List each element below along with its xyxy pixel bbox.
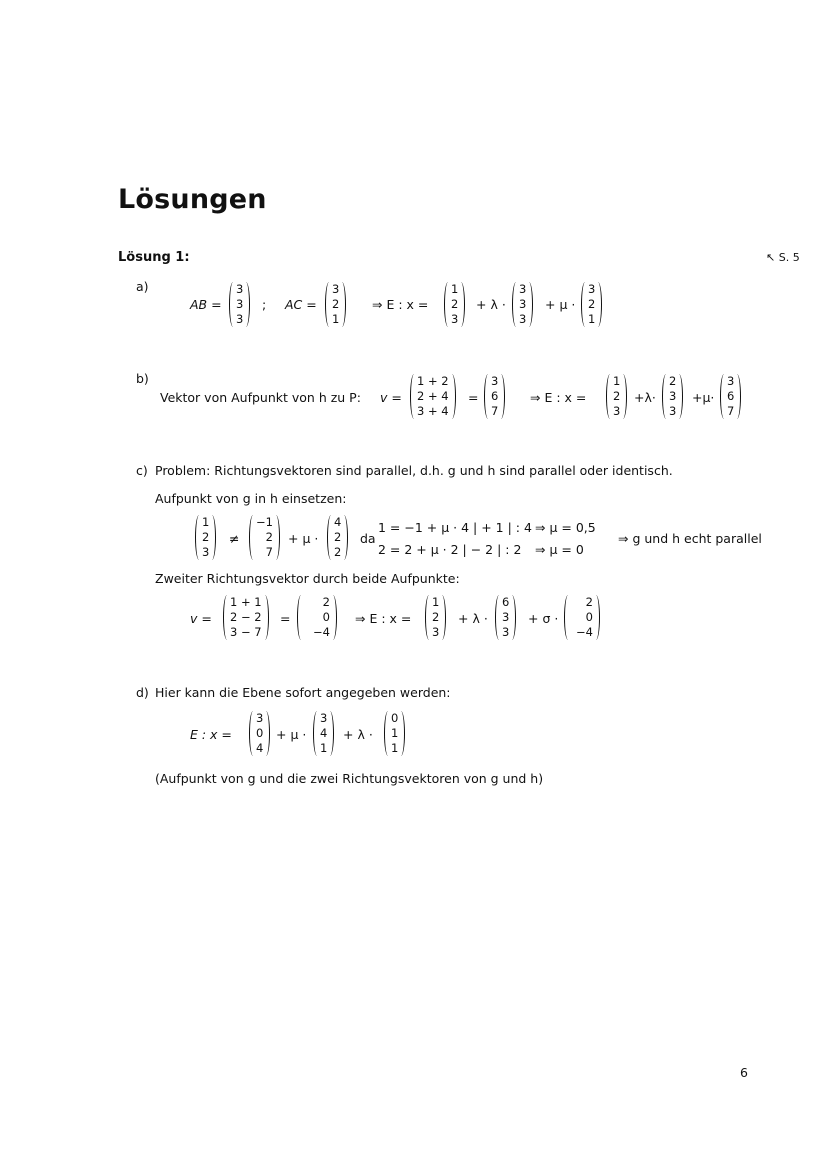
vector-entry: 4 <box>256 741 264 755</box>
vector-entry: 1 + 1 <box>230 595 262 609</box>
lambda-term: + λ · <box>476 297 506 312</box>
vector-entry: 3 <box>727 374 735 388</box>
vector-entry: 2 <box>334 530 342 544</box>
vector-entry: 3 <box>432 625 440 639</box>
support-vector <box>428 595 443 640</box>
vector-entry: 1 <box>432 595 440 609</box>
v-label: v = <box>190 611 212 626</box>
equation-line-1: 1 = −1 + μ · 4 | + 1 | : 4 <box>378 520 532 535</box>
vector-entry: 2 <box>202 530 210 544</box>
vector-entry: 0 <box>322 610 330 624</box>
vector-entry: 3 + 4 <box>417 404 449 418</box>
vector-entry: 2 <box>451 297 459 311</box>
v-result-vector <box>487 374 502 419</box>
vector-entry: 1 <box>613 374 621 388</box>
support-vector <box>447 282 462 327</box>
vector-entry: 3 <box>502 625 510 639</box>
plane-equation-label: ⇒ E : x = <box>355 611 412 626</box>
part-c-text: Problem: Richtungsvektoren sind parallel, d.h. g und h sind parallel oder identisch. <box>155 463 673 478</box>
solution-heading: Lösung 1: <box>118 250 190 265</box>
vector-entry: 3 <box>613 404 621 418</box>
vector-entry: −1 <box>256 515 273 529</box>
vector-entry: 6 <box>727 389 735 403</box>
part-b-text: Vektor von Aufpunkt von h zu P: <box>160 390 361 405</box>
result-2: ⇒ μ = 0 <box>535 542 584 557</box>
vector-entry: 3 <box>256 711 264 725</box>
vector-entry: 1 <box>320 741 328 755</box>
vector-entry: −4 <box>576 625 593 639</box>
vector-entry: 1 <box>588 312 596 326</box>
support-vector <box>252 711 267 756</box>
direction-vector-1 <box>665 374 680 419</box>
vector-entry: 3 <box>491 374 499 388</box>
vector-entry: 2 <box>322 595 330 609</box>
direction-vector-h <box>330 515 345 560</box>
support-vector-g <box>198 515 213 560</box>
vector-entry: 0 <box>391 711 399 725</box>
vector-entry: 3 <box>669 404 677 418</box>
vector-entry: 3 <box>236 312 244 326</box>
v-result-vector <box>300 595 334 640</box>
direction-vector-2 <box>387 711 402 756</box>
plane-equation-label: ⇒ E : x = <box>530 390 587 405</box>
vector-entry: 0 <box>585 610 593 624</box>
vector-entry: 2 <box>334 545 342 559</box>
page-reference-link[interactable]: ↖ S. 5 <box>766 251 800 264</box>
part-d-note: (Aufpunkt von g und die zwei Richtungsvektoren von g und h) <box>155 771 544 786</box>
vector-entry: 2 <box>669 374 677 388</box>
vector-entry: 3 <box>588 282 596 296</box>
vector-entry: 2 <box>613 389 621 403</box>
direction-vector-2 <box>567 595 597 640</box>
direction-vector-1 <box>498 595 513 640</box>
direction-vector-1 <box>515 282 530 327</box>
support-vector <box>609 374 624 419</box>
vector-entry: 2 <box>432 610 440 624</box>
vector-entry: 2 − 2 <box>230 610 262 624</box>
plane-equation-label: E : x = <box>190 727 232 742</box>
part-c-label: c) <box>136 463 148 478</box>
vector-entry: 1 <box>391 741 399 755</box>
vector-entry: 3 <box>236 282 244 296</box>
vector-entry: 1 <box>451 282 459 296</box>
vector-entry: 0 <box>256 726 264 740</box>
vector-entry: 3 <box>332 282 340 296</box>
mu-term: + μ · <box>545 297 576 312</box>
lambda-term: +λ· <box>634 390 656 405</box>
direction-vector-2 <box>584 282 599 327</box>
vector-entry: 3 <box>669 389 677 403</box>
vector-entry: 1 <box>332 312 340 326</box>
mu-term: + μ · <box>276 727 307 742</box>
vector-entry: 7 <box>491 404 499 418</box>
v-difference-vector <box>226 595 266 640</box>
vector-entry: 2 <box>585 595 593 609</box>
lambda-term: + λ · <box>458 611 488 626</box>
part-c-subtext: Aufpunkt von g in h einsetzen: <box>155 491 347 506</box>
not-equal: ≠ <box>229 531 240 546</box>
vector-entry: 1 + 2 <box>417 374 449 388</box>
vector-entry: 1 <box>202 515 210 529</box>
vector-entry: 3 <box>236 297 244 311</box>
vector-entry: −4 <box>313 625 330 639</box>
vector-entry: 2 <box>332 297 340 311</box>
vector-entry: 3 <box>519 282 527 296</box>
equation-line-2: 2 = 2 + μ · 2 | − 2 | : 2 <box>378 542 522 557</box>
direction-vector-1 <box>316 711 331 756</box>
vector-entry: 3 <box>519 297 527 311</box>
da-word: da <box>360 531 376 546</box>
ab-vector <box>232 282 247 327</box>
page-title: Lösungen <box>118 184 267 215</box>
part-d-label: d) <box>136 685 149 700</box>
part-c-subtext-2: Zweiter Richtungsvektor durch beide Aufpunkte: <box>155 571 460 586</box>
vector-entry: 2 + 4 <box>417 389 449 403</box>
vector-entry: 3 <box>451 312 459 326</box>
equals: = <box>280 611 291 626</box>
vector-entry: 1 <box>391 726 399 740</box>
mu-term: + μ · <box>288 531 319 546</box>
equals: = <box>468 390 479 405</box>
vector-entry: 3 <box>519 312 527 326</box>
separator: ; <box>262 297 267 312</box>
vector-entry: 3 − 7 <box>230 625 262 639</box>
ac-vector <box>328 282 343 327</box>
vector-entry: 3 <box>502 610 510 624</box>
vector-entry: 3 <box>202 545 210 559</box>
vector-entry: 7 <box>727 404 735 418</box>
ac-vector-label: AC = <box>285 297 317 312</box>
vector-entry: 2 <box>265 530 273 544</box>
direction-vector-2 <box>723 374 738 419</box>
vector-entry: 3 <box>320 711 328 725</box>
sigma-term: + σ · <box>528 611 559 626</box>
page-number: 6 <box>740 1065 748 1080</box>
plane-equation-label: ⇒ E : x = <box>372 297 429 312</box>
lambda-term: + λ · <box>343 727 373 742</box>
v-sum-vector <box>413 374 453 419</box>
mu-term: +μ· <box>692 390 715 405</box>
part-b-label: b) <box>136 371 149 386</box>
part-d-text: Hier kann die Ebene sofort angegeben werden: <box>155 685 451 700</box>
v-label: v = <box>380 390 402 405</box>
vector-entry: 2 <box>588 297 596 311</box>
support-vector-h <box>252 515 277 560</box>
vector-entry: 4 <box>334 515 342 529</box>
conclusion: ⇒ g und h echt parallel <box>618 531 762 546</box>
part-a-label: a) <box>136 279 149 294</box>
vector-entry: 4 <box>320 726 328 740</box>
vector-entry: 7 <box>265 545 273 559</box>
vector-entry: 6 <box>491 389 499 403</box>
result-1: ⇒ μ = 0,5 <box>535 520 596 535</box>
ab-vector-label: AB = <box>190 297 222 312</box>
vector-entry: 6 <box>502 595 510 609</box>
